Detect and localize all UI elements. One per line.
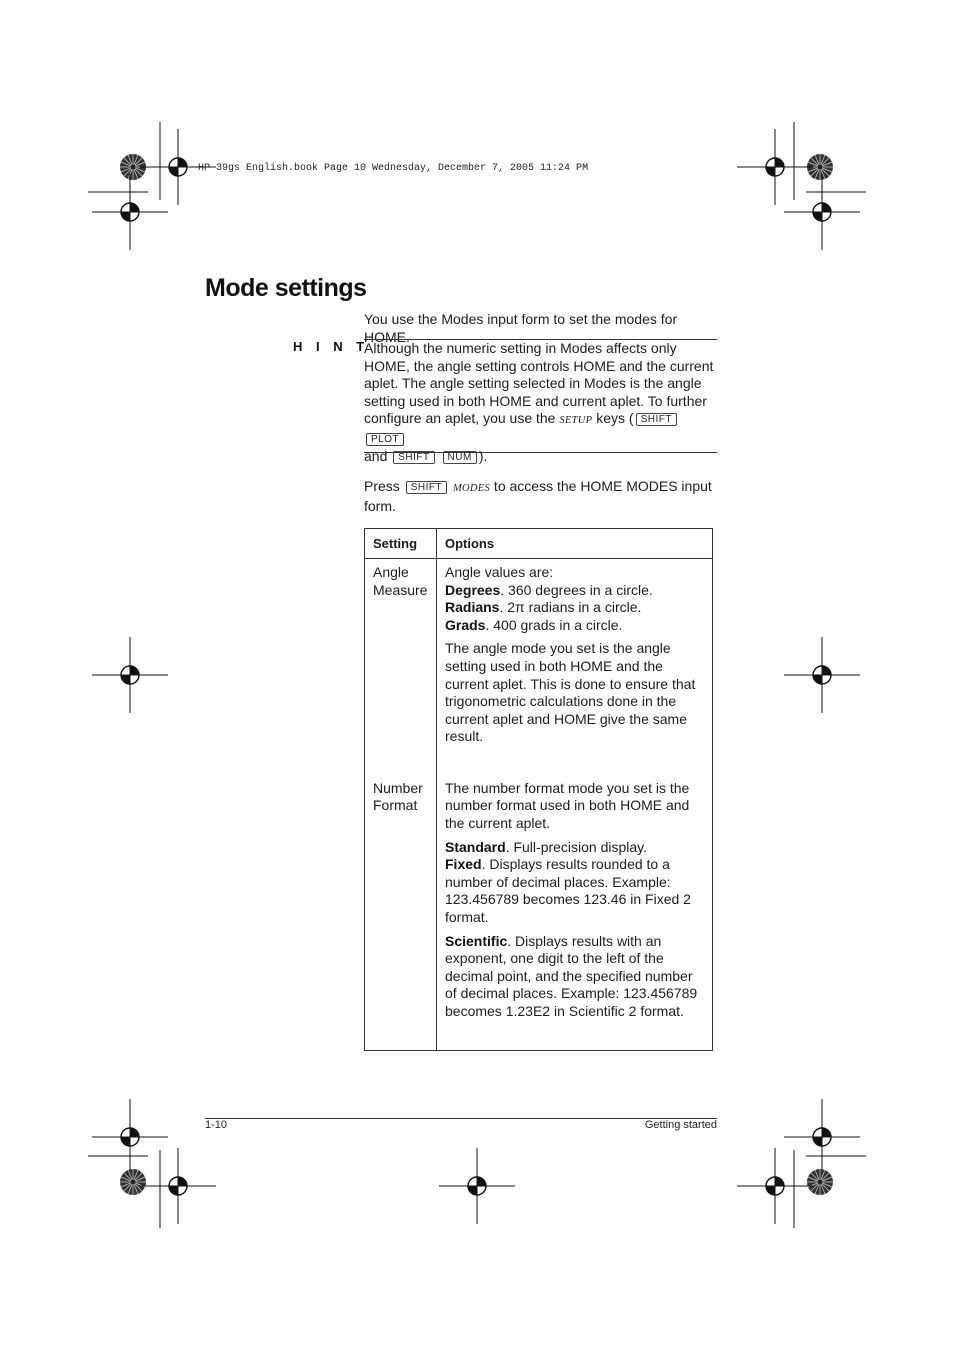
registration-star-icon: [120, 1169, 146, 1195]
header-options: Options: [437, 529, 713, 559]
section-name: Getting started: [644, 1119, 717, 1131]
standard-term: Standard: [445, 838, 506, 855]
registration-mark-icon: [784, 174, 860, 250]
scientific-term: Scientific: [445, 932, 508, 949]
registration-mark-icon: [784, 1099, 860, 1175]
setup-label: SETUP: [559, 415, 593, 427]
fixed-term: Fixed: [445, 856, 482, 873]
hint-box: [364, 339, 717, 464]
registration-mark-icon: [439, 1148, 515, 1224]
num-key: NUM: [443, 451, 477, 464]
registration-mark-icon: [737, 1148, 813, 1224]
registration-star-icon: [807, 1169, 833, 1195]
modes-label: MODES: [452, 483, 491, 494]
registration-mark-icon: [92, 174, 168, 250]
options-angle: [445, 564, 704, 746]
table-header-row: [365, 529, 713, 559]
setting-angle-measure: Angle Measure: [373, 564, 428, 598]
modes-table: [364, 528, 713, 1051]
radians-desc: . 2π radians in a circle.: [499, 599, 642, 616]
degrees-term: Degrees: [445, 581, 501, 598]
header-setting: Setting: [365, 529, 437, 559]
keys-word: keys (: [592, 410, 634, 427]
registration-mark-icon: [737, 129, 813, 205]
registration-mark-icon: [784, 637, 860, 713]
page-title: Mode settings: [205, 274, 367, 302]
press-text: to access the HOME MODES input form.: [364, 478, 712, 514]
press-instruction: [364, 478, 716, 515]
degrees-desc: . 360 degrees in a circle.: [500, 581, 653, 598]
and-word: and: [364, 447, 388, 464]
shift-key: SHIFT: [406, 481, 447, 494]
hint-label: H I N T: [293, 339, 370, 354]
options-number: [445, 780, 704, 1021]
table-row: [365, 559, 713, 768]
scientific-desc: . Displays results with an exponent, one digit to the left of the decimal point, and the specified number of decimal places. Example: 123.456789 becomes 1.23E2 in Scientific 2 format.: [445, 932, 698, 1019]
fixed-desc: . Displays results rounded to a number of decimal places. Example: 123.456789 becomes 123.46 in Fixed 2 format.: [445, 856, 691, 925]
radians-term: Radians: [445, 599, 500, 616]
press-word: Press: [364, 478, 400, 494]
registration-mark-icon: [92, 1099, 168, 1175]
page-number: 1-10: [205, 1119, 228, 1131]
setting-number-format: Number Format: [373, 779, 423, 814]
registration-mark-icon: [140, 1148, 216, 1224]
angle-intro: Angle values are:: [445, 564, 554, 580]
shift-key: SHIFT: [636, 413, 677, 426]
plot-key: PLOT: [366, 433, 404, 446]
standard-desc: . Full-precision display.: [505, 838, 648, 855]
hint-body: Although the numeric setting in Modes affects only HOME, the angle setting controls HOME and the current aplet. The angle setting selected in Modes is the angle setting used in both HOME and current aplet. To further configure an aplet, you use the: [364, 340, 714, 427]
angle-note: The angle mode you set is the angle setting used in both HOME and the current aplet. This is done to ensure that trigonometric calculations done in the current aplet and HOME give the same result.: [445, 640, 696, 745]
hint-closing: ).: [478, 447, 488, 464]
intro-text: You use the Modes input form to set the modes for HOME.: [364, 311, 678, 345]
print-header: HP 39gs English.book Page 10 Wednesday, December 7, 2005 11:24 PM: [198, 163, 589, 174]
shift-key: SHIFT: [393, 451, 434, 464]
hint-text: [364, 340, 717, 465]
number-intro: The number format mode you set is the number format used in both HOME and the current aplet.: [445, 779, 690, 831]
table-row: [365, 768, 713, 1051]
registration-mark-icon: [92, 637, 168, 713]
grads-desc: . 400 grads in a circle.: [485, 616, 623, 633]
grads-term: Grads: [445, 616, 486, 633]
